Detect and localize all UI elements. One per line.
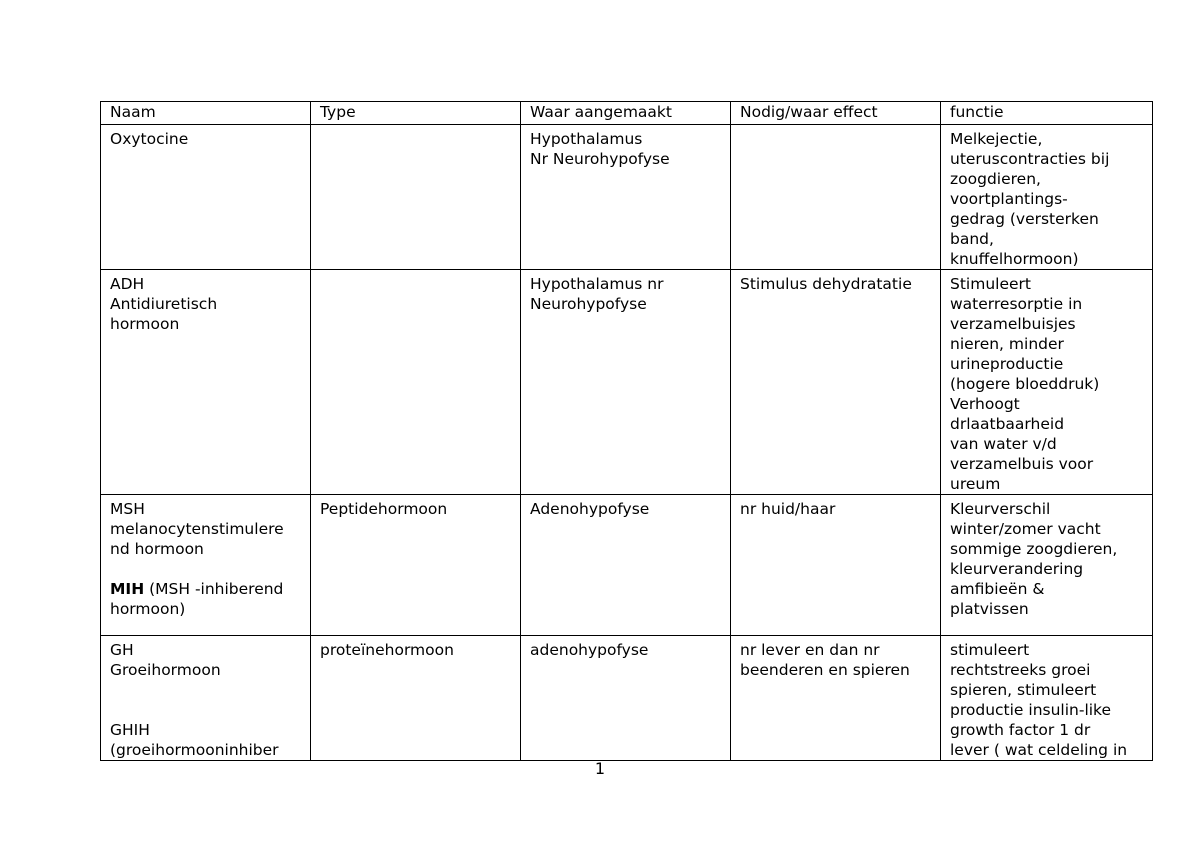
cell-functie: Melkejectie, uteruscontracties bij zoogdieren, voortplantings- gedrag (versterken band, knuffelhormoon) (941, 125, 1153, 270)
cell-functie: Stimuleert waterresorptie in verzamelbuisjes nieren, minder urineproductie (hogere bloeddruk) Verhoogt drlaatbaarheid van water v/d verzamelbuis voor ureum (941, 270, 1153, 495)
cell-naam-sub: GHIH (groeihormooninhiber (110, 721, 279, 759)
table-row (101, 636, 1153, 761)
cell-naam: ADH Antidiuretisch hormoon (101, 270, 311, 495)
cell-type: proteïnehormoon (311, 636, 521, 761)
cell-naam (101, 495, 311, 636)
cell-effect: nr huid/haar (731, 495, 941, 636)
table-row (101, 270, 1153, 495)
cell-waar: Adenohypofyse (521, 495, 731, 636)
cell-effect (731, 125, 941, 270)
cell-type (311, 125, 521, 270)
cell-naam-main: GH Groeihormoon (110, 641, 221, 679)
header-nodig-waar-effect: Nodig/waar effect (731, 102, 941, 125)
header-naam: Naam (101, 102, 311, 125)
cell-naam: Oxytocine (101, 125, 311, 270)
cell-waar: Hypothalamus nr Neurohypofyse (521, 270, 731, 495)
page-number: 1 (594, 759, 606, 778)
cell-type: Peptidehormoon (311, 495, 521, 636)
cell-naam-sub-rest: (MSH -inhiberend hormoon) (110, 580, 284, 618)
cell-naam-sub-bold: MIH (110, 580, 145, 598)
cell-waar: adenohypofyse (521, 636, 731, 761)
cell-waar: Hypothalamus Nr Neurohypofyse (521, 125, 731, 270)
table-header-row (101, 102, 1153, 125)
table-row (101, 125, 1153, 270)
cell-naam (101, 636, 311, 761)
table-row (101, 495, 1153, 636)
cell-naam-main: MSH melanocytenstimulere nd hormoon (110, 500, 284, 558)
cell-effect: nr lever en dan nr beenderen en spieren (731, 636, 941, 761)
cell-type (311, 270, 521, 495)
cell-effect: Stimulus dehydratatie (731, 270, 941, 495)
cell-functie: Kleurverschil winter/zomer vacht sommige zoogdieren, kleurverandering amfibieën & platvissen (941, 495, 1153, 636)
cell-functie: stimuleert rechtstreeks groei spieren, stimuleert productie insulin-like growth factor 1 dr lever ( wat celdeling in (941, 636, 1153, 761)
header-waar-aangemaakt: Waar aangemaakt (521, 102, 731, 125)
hormone-table (100, 101, 1153, 761)
header-type: Type (311, 102, 521, 125)
header-functie: functie (941, 102, 1153, 125)
